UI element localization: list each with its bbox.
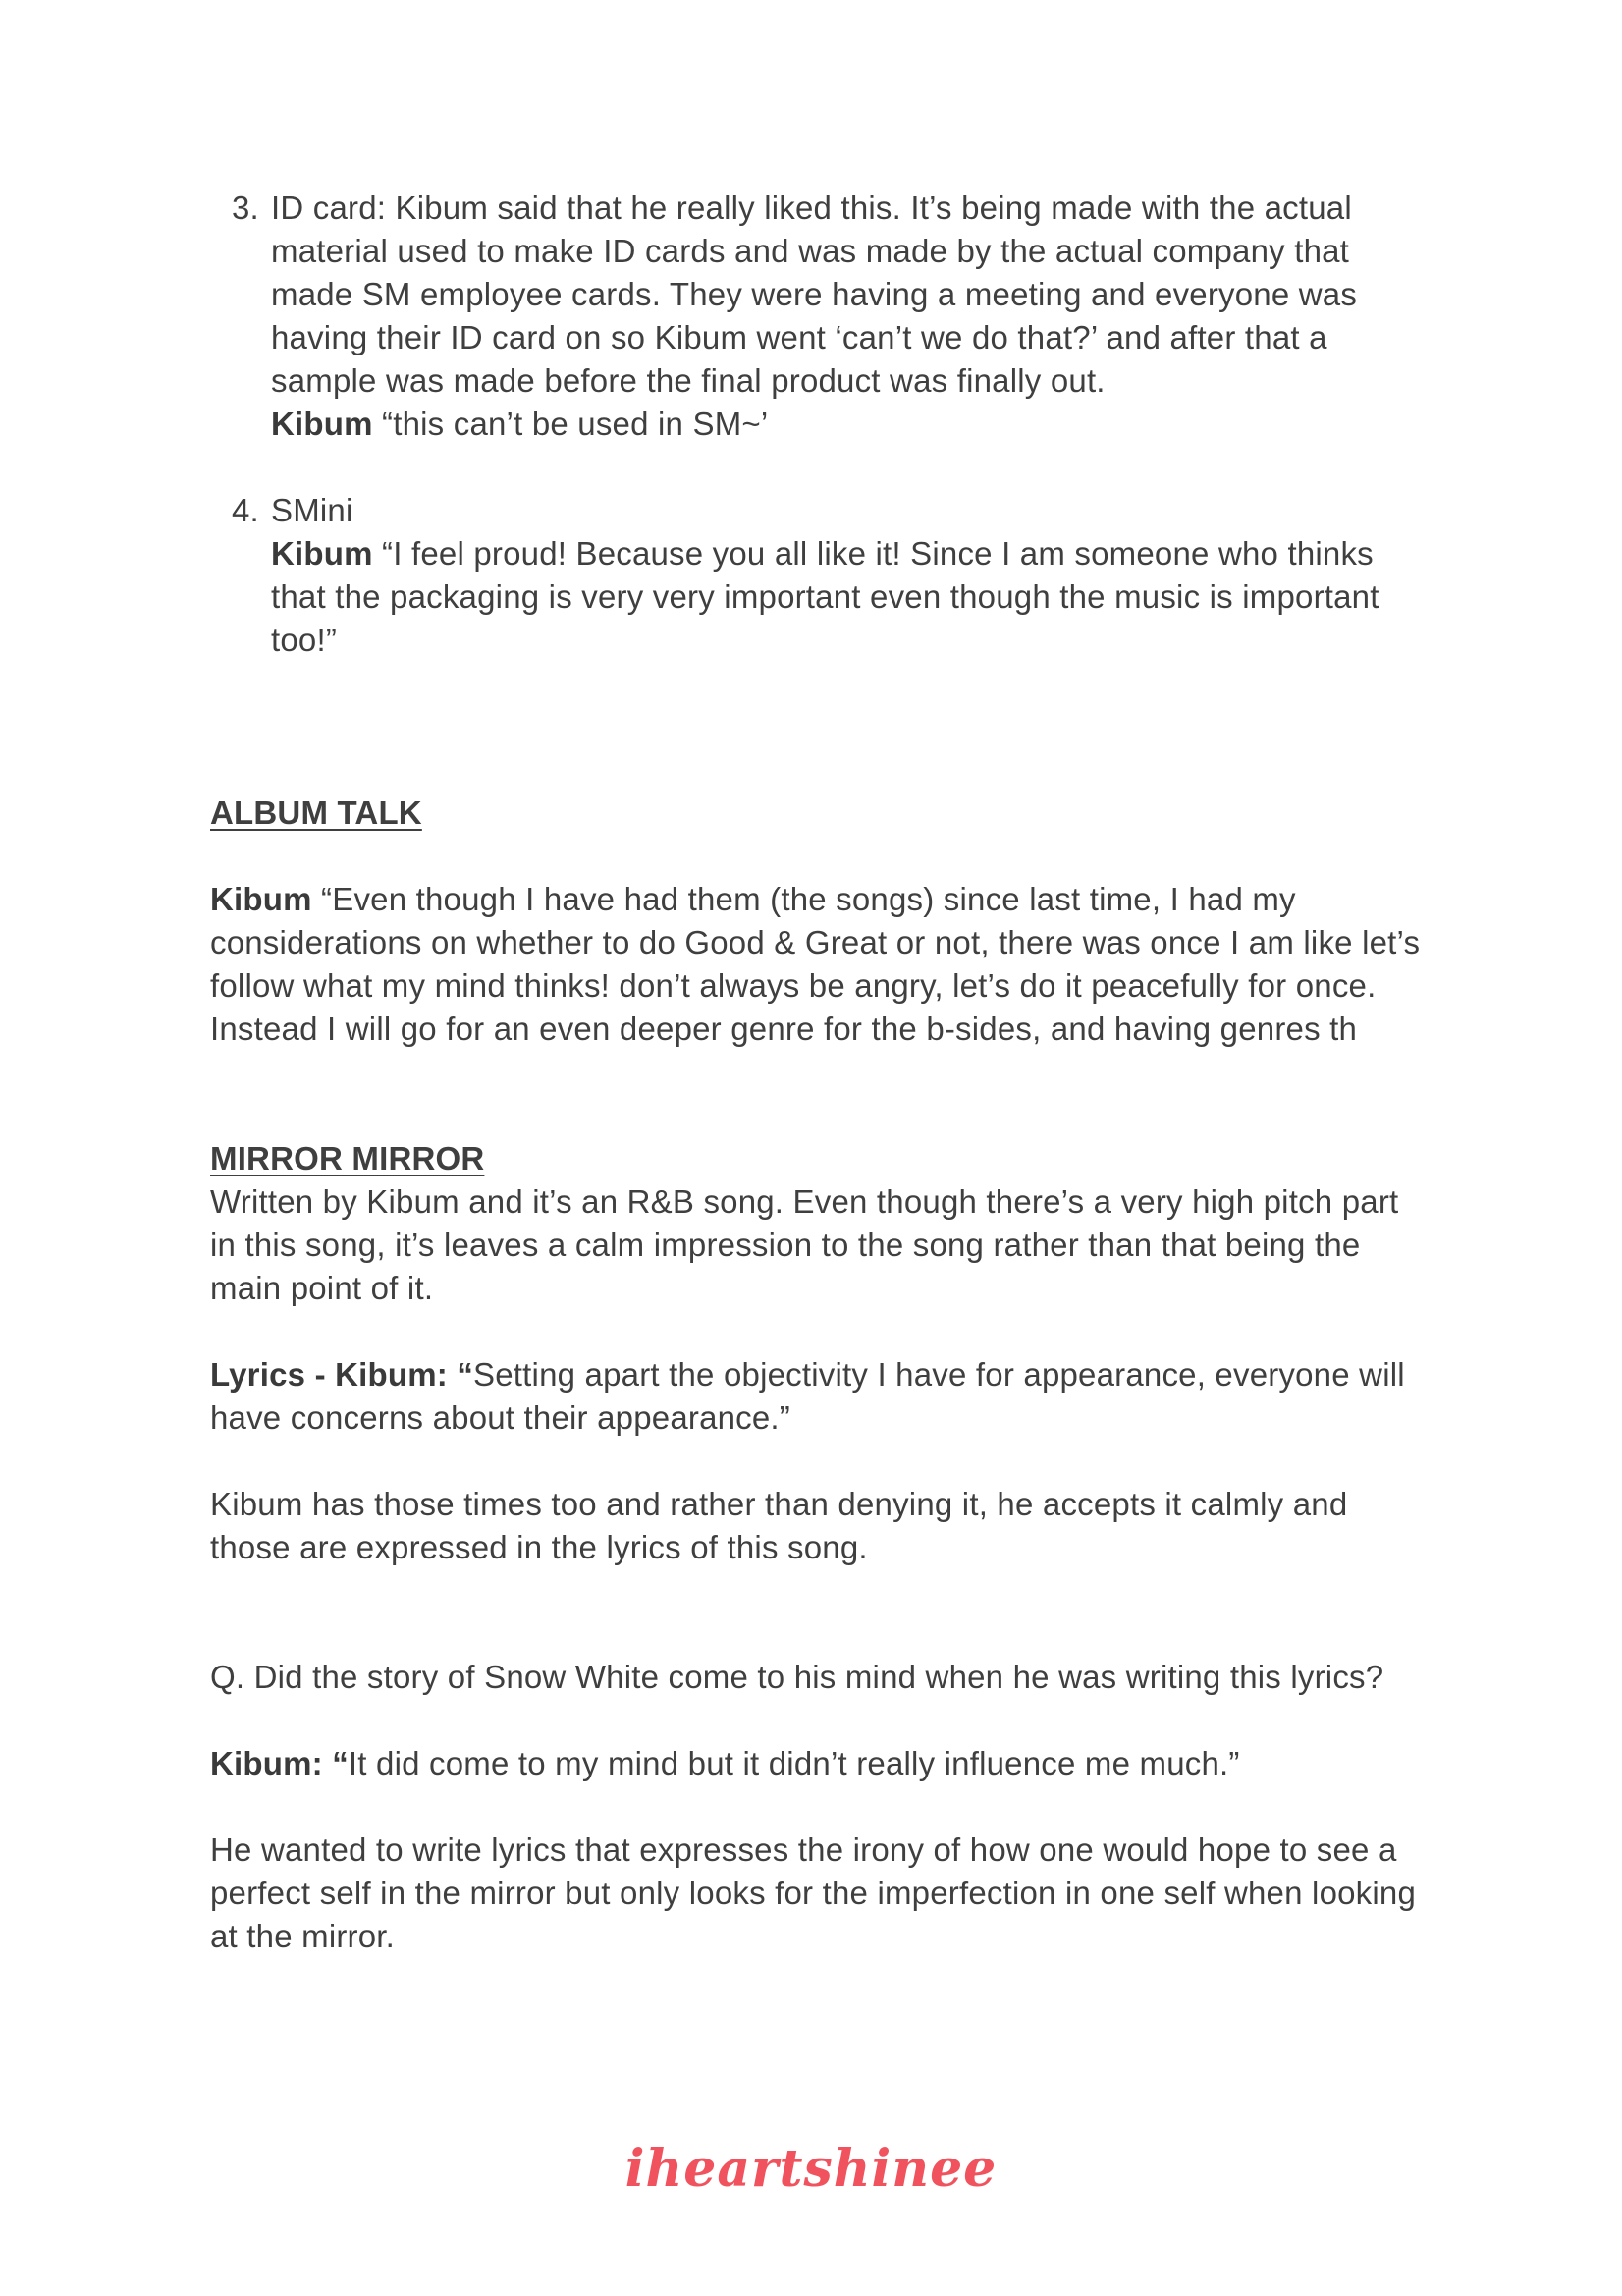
- answer-quote: [210, 1742, 1428, 1785]
- mirror-mirror-paragraph-3: He wanted to write lyrics that expresses the irony of how one would hope to see a perfect self in the mirror but only looks for the imperfection in one self when looking at the mirror.: [210, 1831, 1417, 1954]
- snow-white-question: Q. Did the story of Snow White come to his mind when he was writing this lyrics?: [210, 1659, 1384, 1695]
- iheartshinee-logo: iheartshinee: [624, 2139, 998, 2199]
- list-number: 4.: [232, 492, 259, 528]
- document-body: [210, 187, 1428, 1958]
- list-item-text: ID card: Kibum said that he really liked this. It’s being made with the actual material used to make ID cards and was made by the actual company that made SM employee cards. They were having a meeting and everyone was having their ID card on so Kibum went ‘can’t we do that?’ and after that a sample was made before the final product was finally out.: [271, 190, 1358, 399]
- mirror-mirror-paragraph-2: Kibum has those times too and rather than denying it, he accepts it calmly and those are expressed in the lyrics of this song.: [210, 1486, 1348, 1565]
- quote-speaker: Kibum: [271, 406, 373, 442]
- section-heading-mirror-mirror: MIRROR MIRROR: [210, 1140, 485, 1176]
- lyrics-label: Lyrics - Kibum: “: [210, 1356, 474, 1393]
- list-number: 3.: [232, 190, 259, 226]
- list-item-id-card: [210, 187, 1428, 446]
- quote-text: “this can’t be used in SM~’: [372, 406, 769, 442]
- album-talk-paragraph: [210, 878, 1428, 1051]
- quote-text: “I feel proud! Because you all like it! Since I am someone who thinks that the packaging is very very important even though the music is important too!”: [271, 535, 1379, 658]
- lyrics-quote: [210, 1353, 1428, 1440]
- album-talk-text: “Even though I have had them (the songs) since last time, I had my considerations on whether to do Good & Great or not, there was once I am like let’s follow what my mind thinks! don’t always be angry, let’s do it peacefully for once. Instead I will go for an even deeper genre for the b-sides, and having genres th: [210, 881, 1421, 1047]
- list-item-text: SMini: [271, 492, 353, 528]
- section-heading-album-talk: ALBUM TALK: [210, 794, 422, 831]
- lyrics-text: Setting apart the objectivity I have for appearance, everyone will have concerns about their appearance.”: [210, 1356, 1405, 1436]
- list-item-quote: [271, 532, 1428, 662]
- mirror-mirror-intro: Written by Kibum and it’s an R&B song. Even though there’s a very high pitch part in this song, it’s leaves a calm impression to the song rather than that being the main point of it.: [210, 1183, 1399, 1306]
- answer-text: It did come to my mind but it didn’t really influence me much.”: [348, 1745, 1240, 1781]
- answer-label: Kibum: “: [210, 1745, 349, 1781]
- list-item-quote: [271, 403, 1428, 446]
- quote-speaker: Kibum: [271, 535, 373, 572]
- list-item-smini: [210, 489, 1428, 662]
- album-talk-speaker: Kibum: [210, 881, 312, 917]
